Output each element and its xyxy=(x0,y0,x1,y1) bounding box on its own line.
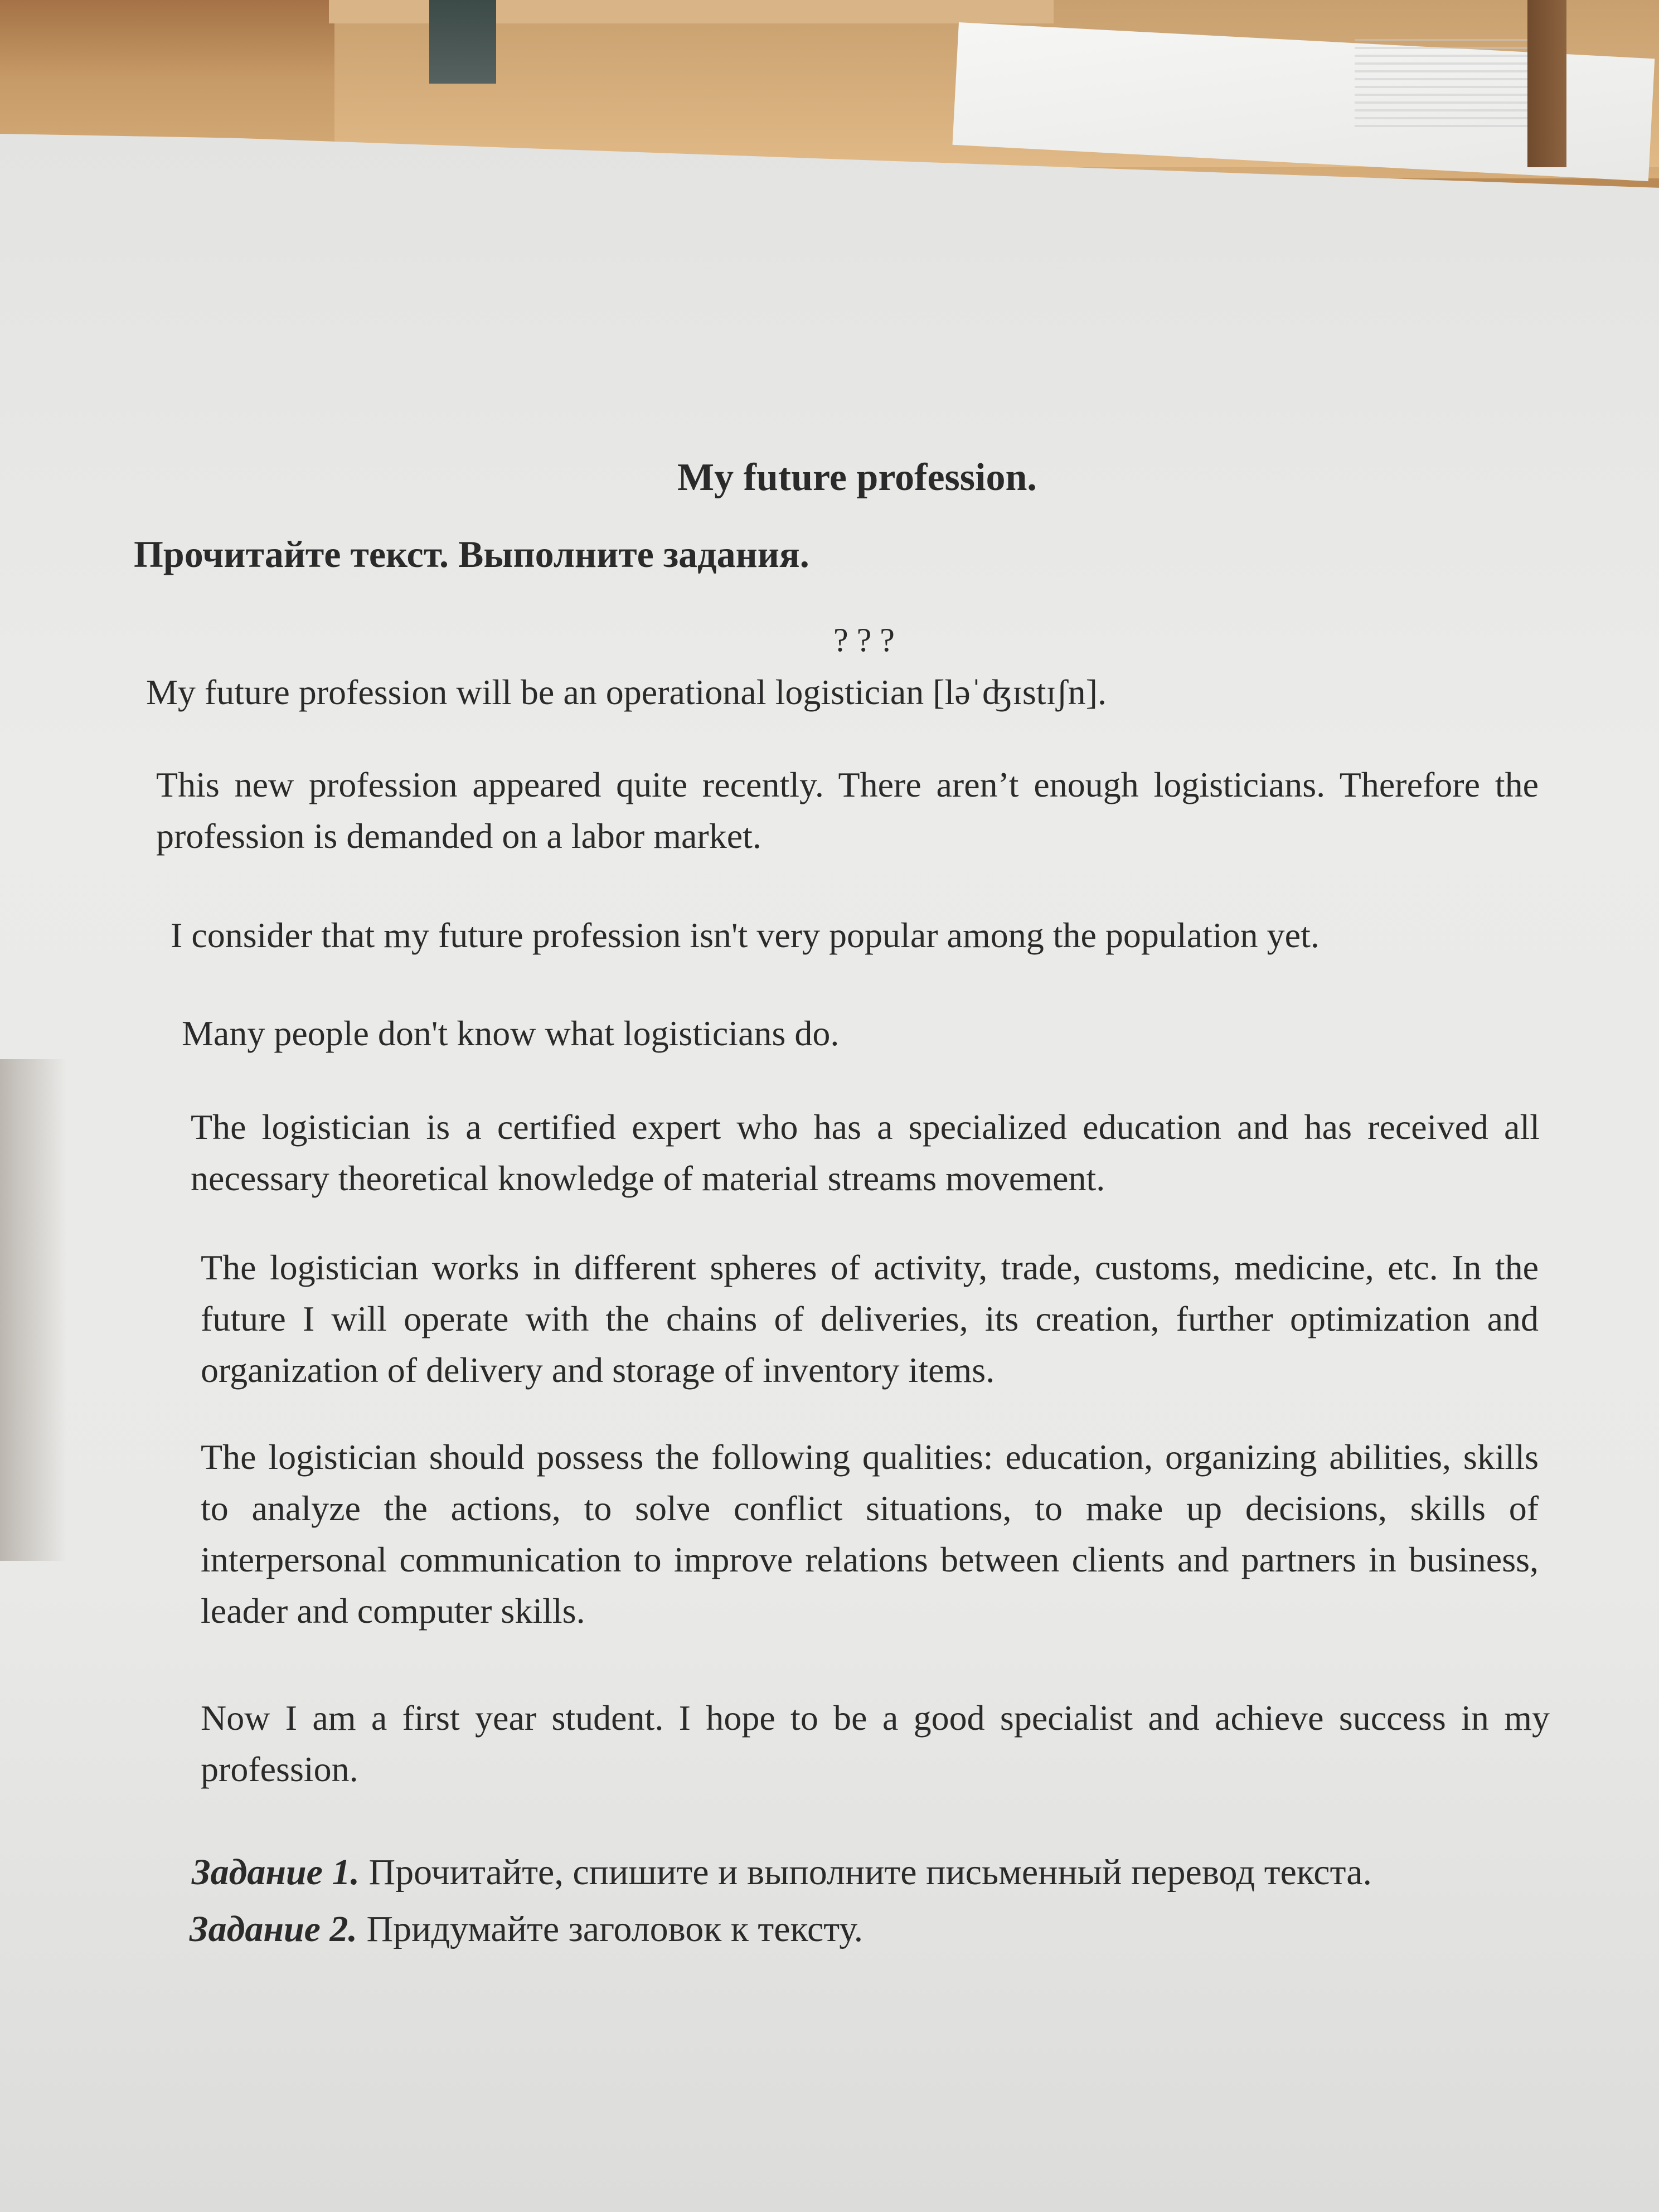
paragraph-5: The logistician is a certified expert who has a specialized education and has received all necessary theoretical knowledge of material streams movement. xyxy=(191,1107,1540,1198)
paragraph-8: Now I am a first year student. I hope to be a good specialist and achieve success in my profession. xyxy=(201,1698,1550,1789)
task-1-text: Прочитайте, спишите и выполните письменный перевод текста. xyxy=(359,1852,1372,1893)
task-2 xyxy=(190,1911,863,1948)
paragraph-7: The logistician should possess the following qualities: education, organizing abilities, skills to analyze the actions, to solve conflict situations, to make up decisions, skills of interpersonal communication to improve relations between clients and partners in business, leader and computer skills. xyxy=(201,1437,1539,1631)
task-2-label: Задание 2. xyxy=(190,1909,357,1949)
paragraph-4: Many people don't know what logisticians do. xyxy=(182,1013,840,1053)
paragraph-1: My future profession will be an operational logistician [ləˈʤɪstɪʃn]. xyxy=(146,672,1107,712)
task-1-label: Задание 1. xyxy=(192,1852,360,1893)
paragraph-6: The logistician works in different spheres of activity, trade, customs, medicine, etc. In the future I will operate with the chains of deliveries, its creation, further optimization and organization of delivery and storage of inventory items. xyxy=(201,1248,1539,1390)
instruction-heading: Прочитайте текст. Выполните задания. xyxy=(134,533,809,575)
task-2-text: Придумайте заголовок к тексту. xyxy=(357,1909,864,1949)
document-title: My future profession. xyxy=(677,456,1037,499)
title-placeholder: ? ? ? xyxy=(833,622,895,658)
paragraph-2: This new profession appeared quite recently. There aren’t enough logisticians. Therefore the profession is demanded on a labor market. xyxy=(156,765,1539,856)
task-1 xyxy=(192,1854,1372,1891)
paragraph-3: I consider that my future profession isn't very popular among the population yet. xyxy=(171,915,1320,955)
